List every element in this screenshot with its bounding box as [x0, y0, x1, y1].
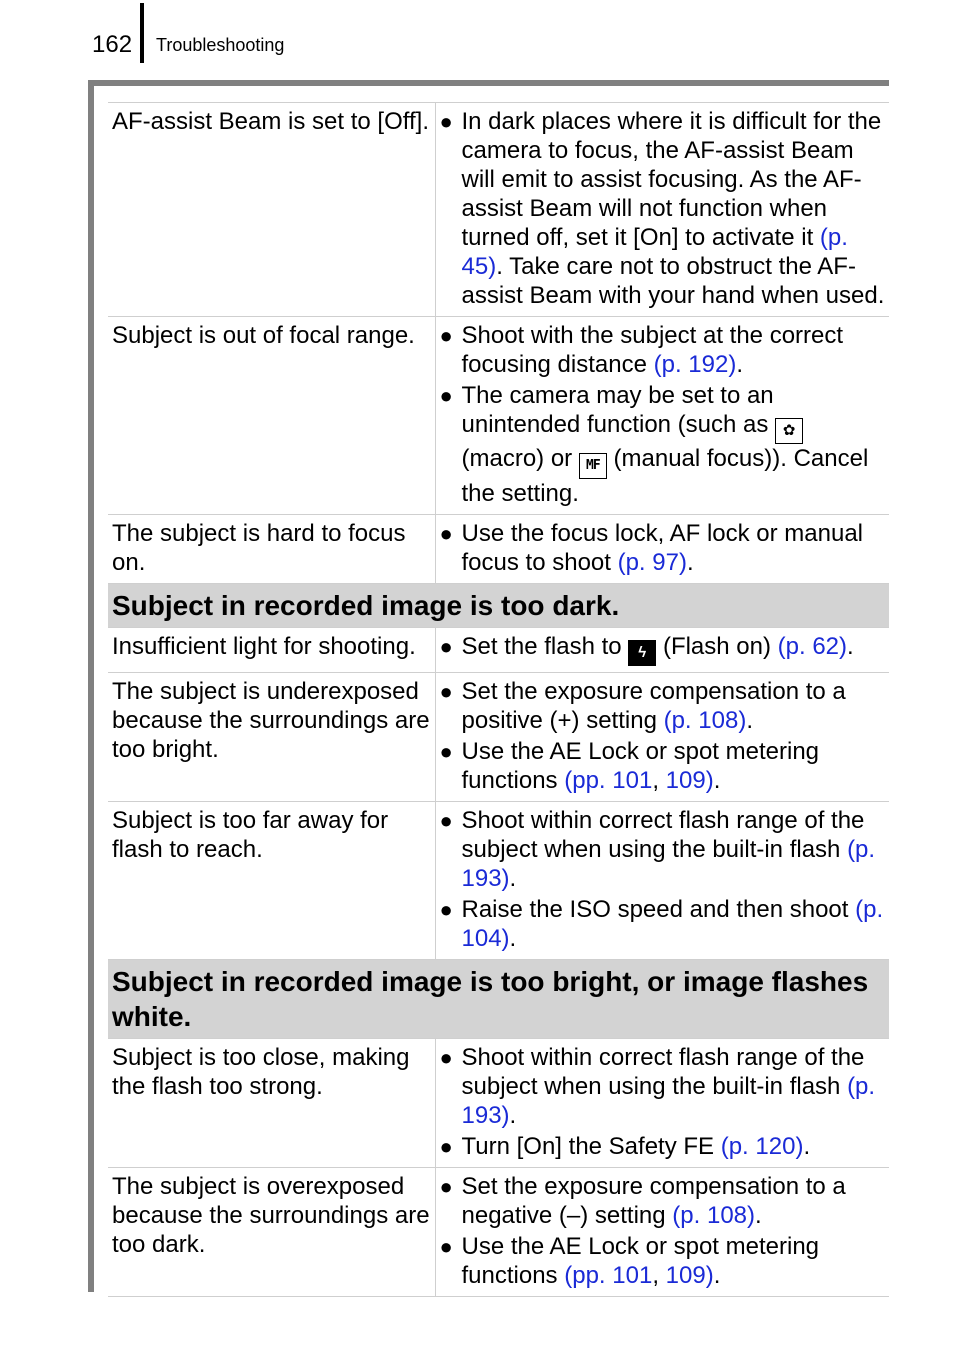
cause-cell: Insufficient light for shooting. [108, 628, 435, 673]
remedy-text: The camera may be set to an unintended function (such as [461, 382, 776, 438]
remedy-text: Shoot with the subject at the correct focusing distance [461, 322, 844, 378]
remedy-text: . [803, 1133, 811, 1160]
page-reference-link[interactable]: (p. 97) [617, 549, 687, 576]
remedy-text: In dark places where it is difficult for the camera to focus, the AF-assist Beam will emit to assist focusing. As the AF-assist Beam will not function when turned off, set it [On] to activate it [461, 108, 882, 251]
page-reference-link[interactable]: (p. 193) [461, 1073, 876, 1129]
remedy-item [440, 381, 890, 508]
left-rule [88, 80, 94, 1292]
cause-cell: Subject is out of focal range. [108, 317, 435, 515]
remedy-text: Set the exposure compensation to a negative (–) setting [461, 1173, 846, 1229]
remedy-cell [435, 317, 889, 515]
remedy-cell [435, 673, 889, 802]
bullet-icon: ● [439, 1174, 453, 1199]
bullet-icon: ● [439, 1234, 453, 1259]
bullet-icon: ● [439, 1045, 453, 1070]
bullet-icon: ● [439, 634, 453, 659]
bullet-icon: ● [439, 808, 453, 833]
remedy-text: . [847, 633, 854, 660]
remedy-text: Shoot within correct flash range of the subject when using the built-in flash [461, 807, 865, 863]
remedy-cell [435, 103, 889, 317]
remedy-item [440, 737, 890, 795]
bullet-icon: ● [439, 739, 453, 764]
remedy-cell [435, 628, 889, 673]
cause-cell: The subject is hard to focus on. [108, 515, 435, 584]
remedy-cell [435, 802, 889, 960]
remedy-text: . [509, 1102, 517, 1129]
cause-cell: Subject is too far away for flash to reach. [108, 802, 435, 960]
remedy-item [440, 806, 890, 893]
page-reference-link[interactable]: (p. 104) [461, 896, 884, 952]
remedy-item [440, 1232, 890, 1290]
remedy-text: (manual focus)). Cancel the setting. [461, 445, 869, 507]
section-heading: Subject in recorded image is too bright, or image flashes white. [108, 960, 889, 1039]
remedy-item [440, 1043, 890, 1130]
remedy-item [440, 519, 890, 577]
remedy-cell [435, 515, 889, 584]
remedy-item [440, 1172, 890, 1230]
remedy-text: , [652, 767, 666, 794]
page-reference-link[interactable]: (p. 193) [461, 836, 876, 892]
remedy-item [440, 677, 890, 735]
remedy-text: . [509, 925, 517, 952]
page-reference-link[interactable]: (pp. 101 [564, 767, 653, 794]
table-row [108, 1168, 889, 1297]
cause-cell: AF-assist Beam is set to [Off]. [108, 103, 435, 317]
section-heading-row [108, 960, 889, 1039]
remedy-text: Turn [On] the Safety FE [461, 1133, 721, 1160]
bullet-icon: ● [439, 383, 453, 408]
remedy-text: . [713, 767, 721, 794]
remedy-cell [435, 1039, 889, 1168]
remedy-text: Use the focus lock, AF lock or manual focus to shoot [461, 520, 864, 576]
header-divider [140, 3, 144, 63]
remedy-item [440, 632, 890, 666]
page-reference-link[interactable]: 109) [665, 767, 714, 794]
remedy-text: . [509, 865, 517, 892]
bullet-icon: ● [439, 1134, 453, 1159]
remedy-text: Shoot within correct flash range of the subject when using the built-in flash [461, 1044, 865, 1100]
bullet-icon: ● [439, 897, 453, 922]
page-reference-link[interactable]: 109) [665, 1262, 714, 1289]
cause-cell: Subject is too close, making the flash too strong. [108, 1039, 435, 1168]
page-number: 162 [92, 31, 133, 58]
table-row [108, 673, 889, 802]
table-row [108, 515, 889, 584]
troubleshooting-table-container [108, 102, 889, 1297]
manual-focus-icon: MF [579, 453, 607, 479]
bullet-icon: ● [439, 323, 453, 348]
remedy-text: . Take care not to obstruct the AF-assist Beam with your hand when used. [461, 253, 885, 309]
page-reference-link[interactable]: (pp. 101 [564, 1262, 653, 1289]
remedy-text: . [755, 1202, 762, 1229]
page-reference-link[interactable]: (p. 45) [461, 224, 848, 280]
table-row [108, 317, 889, 515]
remedy-text: Use the AE Lock or spot metering functions [461, 738, 820, 794]
remedy-text: (macro) or [461, 445, 579, 472]
troubleshooting-table [108, 102, 889, 1297]
bullet-icon: ● [439, 109, 453, 134]
page-reference-link[interactable]: (p. 120) [720, 1133, 804, 1160]
remedy-text: . [746, 707, 753, 734]
remedy-item [440, 321, 890, 379]
page-reference-link[interactable]: (p. 62) [777, 633, 848, 660]
table-row [108, 802, 889, 960]
remedy-text: Set the flash to [461, 633, 629, 660]
remedy-text: . [686, 549, 694, 576]
section-title: Troubleshooting [156, 35, 285, 55]
cause-cell: The subject is underexposed because the surroundings are too bright. [108, 673, 435, 802]
remedy-text: Set the exposure compensation to a positive (+) setting [461, 678, 846, 734]
remedy-item [440, 107, 890, 310]
table-row [108, 628, 889, 673]
remedy-item [440, 1132, 890, 1161]
remedy-text: Use the AE Lock or spot metering functions [461, 1233, 820, 1289]
remedy-text: . [713, 1262, 721, 1289]
remedy-cell [435, 1168, 889, 1297]
macro-icon: ✿ [775, 418, 803, 444]
page-reference-link[interactable]: (p. 108) [663, 707, 747, 734]
section-heading: Subject in recorded image is too dark. [108, 584, 889, 628]
remedy-text: Raise the ISO speed and then shoot [461, 896, 856, 923]
bullet-icon: ● [439, 679, 453, 704]
table-row [108, 103, 889, 317]
section-heading-row [108, 584, 889, 628]
flash-on-icon: ϟ [628, 640, 656, 666]
remedy-item [440, 895, 890, 953]
remedy-text: . [736, 351, 744, 378]
top-rule [88, 80, 889, 86]
page-reference-link[interactable]: (p. 192) [653, 351, 737, 378]
cause-cell: The subject is overexposed because the surroundings are too dark. [108, 1168, 435, 1297]
bullet-icon: ● [439, 521, 453, 546]
remedy-text: , [652, 1262, 666, 1289]
table-row [108, 1039, 889, 1168]
page-header [92, 0, 492, 64]
remedy-text: (Flash on) [656, 633, 778, 660]
page-reference-link[interactable]: (p. 108) [672, 1202, 756, 1229]
